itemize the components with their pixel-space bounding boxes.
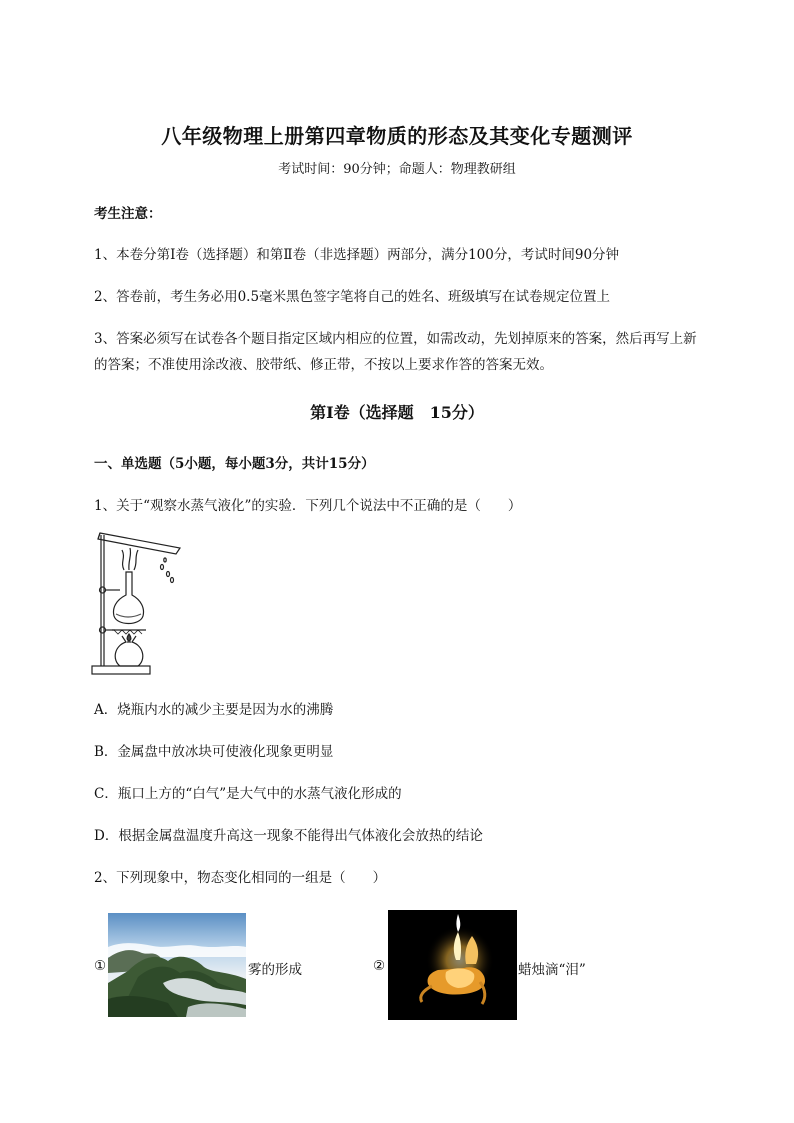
distillation-apparatus-figure	[90, 530, 190, 680]
option-b: B．金属盘中放冰块可使液化现象更明显	[94, 744, 334, 760]
item-2-marker: ②	[373, 958, 386, 974]
page-title: 八年级物理上册第四章物质的形态及其变化专题测评	[161, 124, 633, 148]
notice-item: 的答案；不准使用涂改液、胶带纸、修正带，不按以上要求作答的答案无效。	[94, 357, 553, 373]
option-d: D．根据金属盘温度升高这一现象不能得出气体液化会放热的结论	[94, 828, 483, 844]
question-2-stem: 2、下列现象中，物态变化相同的一组是（ ）	[94, 870, 387, 886]
item-2-caption: 蜡烛滴“泪”	[518, 962, 586, 978]
fog-mountain-photo	[108, 913, 246, 1017]
question-1-stem: 1、关于“观察水蒸气液化”的实验．下列几个说法中不正确的是（ ）	[94, 498, 522, 514]
option-c: C．瓶口上方的“白气”是大气中的水蒸气液化形成的	[94, 786, 402, 802]
notice-item: 1、本卷分第I卷（选择题）和第Ⅱ卷（非选择题）两部分，满分100分，考试时间90分钟	[94, 247, 620, 263]
section-title: 第I卷（选择题 15分）	[310, 403, 484, 422]
item-1-caption: 雾的形成	[248, 962, 302, 978]
melting-candle-photo	[388, 910, 517, 1020]
option-a: A．烧瓶内水的减少主要是因为水的沸腾	[94, 702, 334, 718]
notice-item: 3、答案必须写在试卷各个题目指定区域内相应的位置，如需改动，先划掉原来的答案，然后再写上新	[94, 331, 697, 347]
item-1-marker: ①	[94, 958, 107, 974]
notice-heading: 考生注意：	[94, 206, 162, 222]
notice-item: 2、答卷前，考生务必用0.5毫米黑色签字笔将自己的姓名、班级填写在试卷规定位置上	[94, 289, 611, 305]
part-heading: 一、单选题（5小题，每小题3分，共计15分）	[94, 456, 375, 472]
exam-info: 考试时间：90分钟；命题人：物理教研组	[278, 162, 516, 177]
